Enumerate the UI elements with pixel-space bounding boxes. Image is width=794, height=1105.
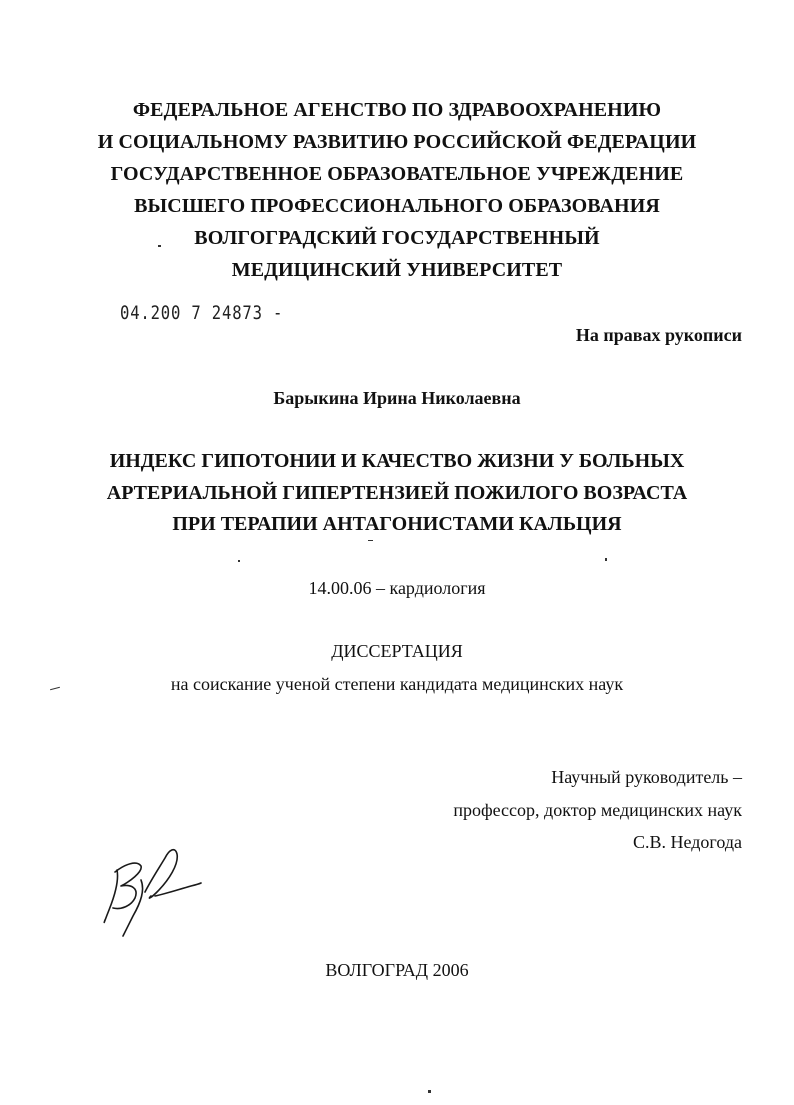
scan-speck — [428, 1090, 431, 1093]
scan-speck — [368, 540, 373, 541]
manuscript-rights: На правах рукописи — [575, 325, 742, 345]
title-line-1: ИНДЕКС ГИПОТОНИИ И КАЧЕСТВО ЖИЗНИ У БОЛЬНЫХ — [109, 450, 685, 472]
footer-city-year: ВОЛГОГРАД 2006 — [325, 960, 469, 980]
scan-speck — [238, 560, 240, 562]
supervisor-name: С.В. Недогода — [633, 832, 742, 852]
author-name: Барыкина Ирина Николаевна — [273, 388, 521, 408]
degree-line: на соискание ученой степени кандидата медицинских наук — [170, 674, 624, 694]
header-line-2: И СОЦИАЛЬНОМУ РАЗВИТИЮ РОССИЙСКОЙ ФЕДЕРАЦИИ — [97, 131, 697, 153]
document-type: ДИССЕРТАЦИЯ — [331, 641, 463, 661]
supervisor-label: Научный руководитель – — [551, 767, 742, 787]
scan-speck — [158, 245, 161, 247]
handwritten-signature — [95, 840, 205, 940]
header-line-1: ФЕДЕРАЛЬНОЕ АГЕНСТВО ПО ЗДРАВООХРАНЕНИЮ — [132, 99, 662, 121]
header-line-6: МЕДИЦИНСКИЙ УНИВЕРСИТЕТ — [231, 259, 563, 281]
scan-speck — [605, 558, 607, 561]
title-line-3: ПРИ ТЕРАПИИ АНТАГОНИСТАМИ КАЛЬЦИЯ — [172, 513, 622, 535]
title-line-2: АРТЕРИАЛЬНОЙ ГИПЕРТЕНЗИЕЙ ПОЖИЛОГО ВОЗРАСТА — [106, 482, 688, 504]
header-line-5: ВОЛГОГРАДСКИЙ ГОСУДАРСТВЕННЫЙ — [194, 227, 600, 249]
registration-number: 04.200 7 24873 - — [120, 302, 284, 324]
header-line-4: ВЫСШЕГО ПРОФЕССИОНАЛЬНОГО ОБРАЗОВАНИЯ — [134, 195, 660, 217]
supervisor-rank: профессор, доктор медицинских наук — [453, 800, 742, 820]
specialty-code: 14.00.06 – кардиология — [308, 578, 486, 598]
header-line-3: ГОСУДАРСТВЕННОЕ ОБРАЗОВАТЕЛЬНОЕ УЧРЕЖДЕНИЕ — [110, 163, 684, 185]
